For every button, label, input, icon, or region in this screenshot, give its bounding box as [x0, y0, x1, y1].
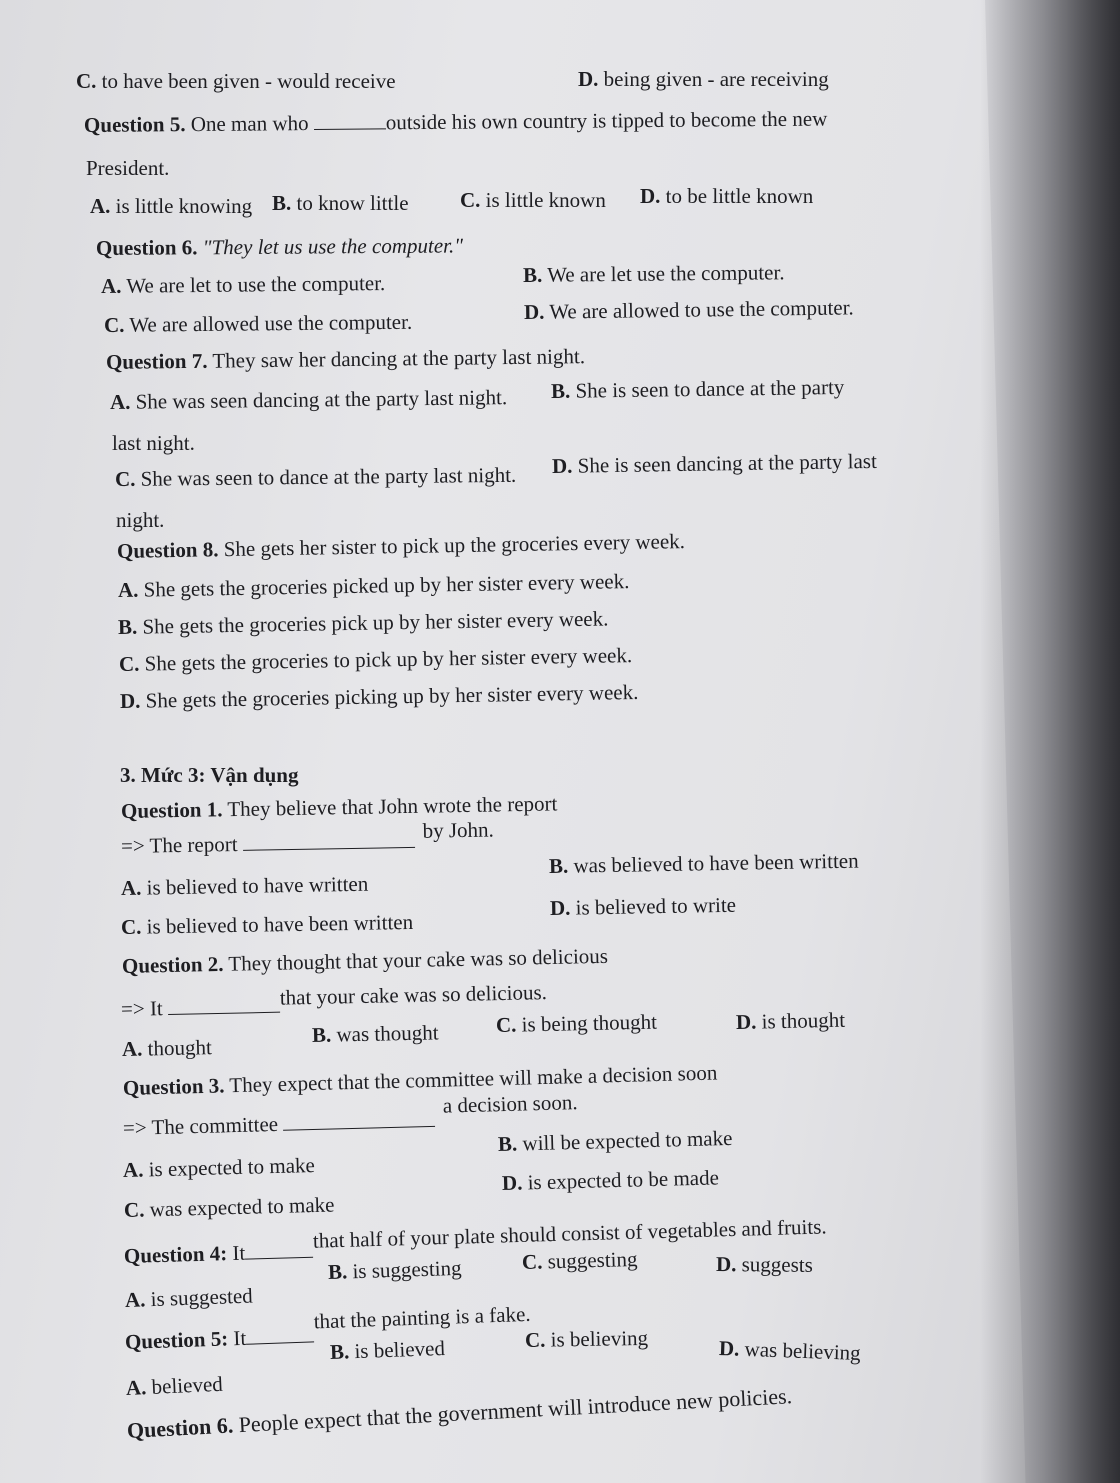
option-a: [122, 1152, 316, 1182]
question-label: Question 5.: [83, 112, 186, 137]
option-c: [495, 1009, 658, 1037]
question-text: They saw her dancing at the party last night.: [207, 344, 586, 373]
question-text: One man who: [185, 110, 314, 137]
option-a: [122, 1037, 212, 1060]
question-text: It: [227, 1325, 247, 1351]
option-d-cont: [116, 510, 164, 531]
option-c: [124, 1194, 335, 1221]
option-c: [524, 1325, 649, 1352]
option-letter: A.: [124, 1287, 146, 1312]
question-text: They believe that John wrote the report: [222, 791, 558, 822]
option-text: She gets the groceries to pick up by her sister every week.: [139, 643, 633, 676]
option-letter: C.: [521, 1249, 543, 1274]
question-text: President.: [86, 156, 170, 180]
option-text: to have been given - would receive: [96, 69, 396, 93]
question-label: Question 3.: [122, 1073, 225, 1100]
option-text: She is seen to dance at the party: [570, 374, 845, 403]
option-a: [124, 1283, 254, 1312]
option-text: She gets the groceries picked up by her sister every week.: [138, 569, 630, 602]
option-text: is believed to have been written: [141, 909, 414, 939]
option-b: [523, 262, 785, 286]
option-text: believed: [145, 1371, 224, 1400]
option-letter: B.: [272, 191, 292, 215]
option-text: will be expected to make: [516, 1125, 733, 1156]
question-label: Question 1.: [120, 797, 223, 823]
option-letter: A.: [120, 875, 142, 900]
option-letter: B.: [327, 1259, 348, 1284]
option-text: is believed to write: [570, 892, 737, 920]
option-c: [521, 1246, 638, 1274]
option-text: We are let to use the computer.: [121, 271, 386, 298]
option-letter: A.: [121, 1036, 143, 1061]
question-label: Question 5:: [124, 1326, 229, 1354]
option-text: being given - are receiving: [598, 67, 829, 91]
option-letter: C.: [118, 651, 140, 676]
option-text: was thought: [330, 1020, 439, 1047]
question-text: => The report: [120, 831, 244, 858]
question-text: They thought that your cake was so delicious: [223, 943, 609, 976]
option-text: is being thought: [516, 1009, 658, 1037]
option-text: She was seen to dance at the party last night.: [135, 462, 517, 491]
option-text: is suggested: [144, 1283, 254, 1312]
option-text: to know little: [291, 191, 409, 215]
option-letter: A.: [100, 273, 122, 298]
option-text: is little knowing: [110, 194, 253, 218]
option-text: We are allowed use the computer.: [124, 309, 413, 337]
option-b: [272, 193, 409, 214]
option-letter: C.: [76, 69, 97, 93]
question-7: [106, 346, 585, 373]
option-text: thought: [142, 1035, 213, 1061]
option-letter: A.: [122, 1157, 144, 1182]
option-c: [76, 71, 396, 92]
option-text: night.: [116, 508, 165, 532]
option-text: is expected to be made: [522, 1165, 720, 1195]
question-text: She gets her sister to pick up the groceries every week.: [218, 529, 686, 562]
question-label: Question 2.: [121, 951, 224, 978]
option-text: is believed: [348, 1335, 446, 1364]
option-b: [329, 1335, 446, 1364]
question-6: [96, 235, 463, 259]
answer-blank: [246, 1340, 314, 1344]
option-d: [551, 448, 877, 478]
section-heading: [120, 765, 299, 786]
question-text: => The committee: [122, 1111, 284, 1140]
option-a: [101, 273, 385, 297]
option-letter: C.: [103, 312, 125, 337]
option-a: [90, 196, 252, 217]
answer-blank: [243, 846, 415, 851]
option-text: She is seen dancing at the party last: [572, 448, 877, 478]
option-letter: A.: [90, 194, 111, 218]
option-text: is little known: [480, 188, 606, 212]
question-text: "They let us use the computer.": [197, 233, 464, 260]
section-title: 3. Mức 3: Vận dụng: [120, 763, 299, 787]
question-text: People expect that the government will introduce new policies.: [232, 1383, 793, 1438]
question-label: Question 6.: [126, 1412, 234, 1443]
question-text: outside his own country is tipped to become the new: [385, 106, 828, 135]
option-letter: D.: [640, 184, 661, 208]
option-letter: C.: [114, 466, 136, 491]
option-letter: D.: [718, 1336, 740, 1361]
question-label: Question 6.: [95, 235, 198, 260]
option-letter: B.: [497, 1131, 518, 1156]
option-d: [716, 1254, 813, 1276]
option-letter: B.: [550, 378, 571, 403]
option-b: [312, 1022, 439, 1046]
option-letter: D.: [715, 1252, 737, 1277]
question-text: a decision soon.: [442, 1090, 578, 1118]
option-c: [103, 309, 413, 337]
option-text: was expected to make: [144, 1192, 335, 1222]
option-letter: B.: [548, 853, 569, 878]
option-letter: C.: [495, 1012, 517, 1037]
option-letter: D.: [523, 299, 545, 324]
option-text: suggests: [736, 1252, 813, 1277]
option-d: [719, 1338, 861, 1364]
option-text: was believing: [739, 1336, 862, 1365]
option-text: We are allowed to use the computer.: [544, 295, 854, 324]
option-letter: B.: [522, 262, 543, 287]
option-text: We are let use the computer.: [542, 260, 785, 287]
page-shadow: [980, 0, 1120, 1483]
question-label: Question 4:: [123, 1241, 228, 1268]
question-label: Question 8.: [116, 537, 219, 563]
question-text: by John.: [422, 817, 495, 843]
option-letter: B.: [329, 1339, 350, 1364]
answer-blank: [314, 127, 386, 130]
option-text: last night.: [112, 431, 195, 455]
option-text: is expected to make: [143, 1152, 316, 1182]
option-letter: D.: [578, 67, 599, 91]
option-text: was believed to have been written: [568, 848, 859, 878]
option-text: to be little known: [660, 184, 814, 208]
option-d: [578, 69, 829, 90]
option-letter: A.: [109, 389, 131, 414]
question-text: => It: [120, 996, 169, 1021]
option-a: [110, 387, 507, 413]
option-c: [114, 462, 517, 491]
option-letter: C.: [524, 1327, 546, 1352]
answer-blank: [283, 1125, 435, 1131]
option-letter: D.: [119, 688, 141, 713]
question-label: Question 7.: [105, 348, 208, 374]
option-letter: C.: [120, 914, 142, 939]
answer-blank: [245, 1256, 313, 1260]
option-d: [524, 297, 854, 323]
option-text: She was seen dancing at the party last night.: [130, 385, 508, 414]
option-text: is thought: [756, 1007, 846, 1034]
option-letter: C.: [460, 188, 481, 212]
option-letter: B.: [311, 1022, 332, 1047]
option-letter: D.: [735, 1009, 757, 1034]
option-letter: D.: [549, 895, 571, 920]
option-letter: A.: [117, 577, 139, 602]
option-letter: C.: [123, 1197, 145, 1222]
question-text: They expect that the committee will make a decision soon: [224, 1060, 718, 1098]
question-text: It: [226, 1240, 246, 1266]
question-text: that your cake was so delicious.: [279, 980, 548, 1010]
option-letter: B.: [117, 614, 138, 639]
option-text: She gets the groceries pick up by her sister every week.: [137, 606, 609, 639]
option-d: [502, 1167, 719, 1194]
option-a: [125, 1371, 224, 1400]
option-letter: D.: [551, 453, 573, 478]
option-text: She gets the groceries picking up by her sister every week.: [140, 679, 639, 713]
option-c: [120, 909, 414, 939]
option-text: is suggesting: [346, 1255, 462, 1284]
option-text: is believed to have written: [141, 871, 369, 900]
option-text: is believing: [545, 1325, 649, 1352]
option-d: [735, 1007, 846, 1034]
answer-blank: [168, 1011, 280, 1015]
option-letter: D.: [501, 1170, 523, 1195]
option-letter: A.: [125, 1375, 147, 1400]
option-b: [550, 374, 845, 403]
option-c: [460, 190, 606, 211]
option-text: suggesting: [542, 1246, 638, 1274]
option-b: [327, 1255, 462, 1284]
question-text: that half of your plate should consist of vegetables and fruits.: [312, 1214, 827, 1253]
option-b: [548, 848, 859, 878]
option-b-cont: [112, 433, 195, 454]
question-5-cont: [86, 158, 169, 179]
option-a: [120, 871, 369, 900]
option-d: [549, 892, 737, 920]
option-d: [640, 186, 813, 207]
question-text: that the painting is a fake.: [313, 1301, 531, 1334]
